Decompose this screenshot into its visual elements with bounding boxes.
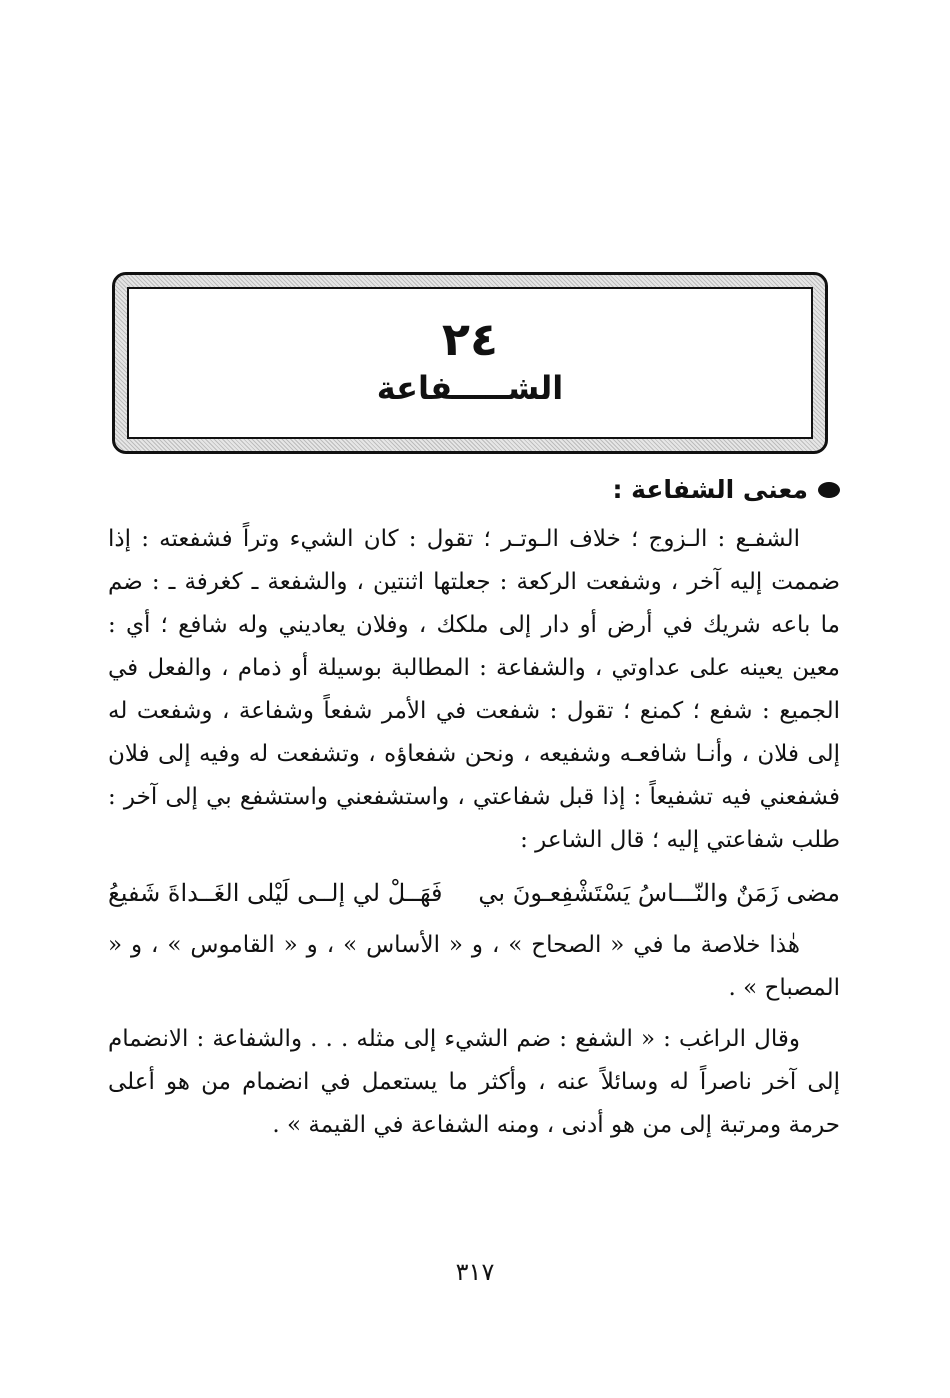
paragraph-raghib: وقال الراغب : « الشفع : ضم الشيء إلى مثله . . . والشفاعة : الانضمام إلى آخر ناصراً له وسائلاً عنه ، وأكثر ما يستعمل في انضمام من هو أعلى حرمة ومرتبة إلى من هو أدنى ، ومنه الشفاعة في القيمة » . [108, 1026, 840, 1138]
section-heading [108, 470, 840, 510]
page-number: ٣١٧ [455, 1258, 495, 1286]
chapter-header-box [112, 272, 828, 454]
bullet-icon [818, 482, 840, 498]
chapter-header-inner [127, 287, 813, 439]
verse-second-hemistich: فَهَــلْ لي إلــى لَيْلى الغَــداةَ شَفيعُ [108, 879, 443, 907]
paragraph-definition: الشفـع : الـزوج ؛ خلاف الـوتـر ؛ تقول : كان الشيء وتراً فشفعته : إذا ضممت إليه آخر ، وشفعت الركعة : جعلتها اثنتين ، والشفعة ـ كغرفة ـ : ضم ما باعه شريك في أرض أو دار إلى ملكك ، وفلان يعاديني وله شافع ؛ أي : معين يعينه على عداوتي ، والشفاعة : المطالبة بوسيلة أو ذمام ، والفعل في الجميع : شفع ؛ كمنع ؛ تقول : شفعت في الأمر شفعاً وشفاعة ، وشفعت له إلى فلان ، وأنـا شافعـه وشفيعه ، ونحن شفعاؤه ، وتشفعت له وفيه إلى فلان فشفعني فيه تشفيعاً : إذا قبل شفاعتي ، واستشفعني واستشفع بي إلى آخر : طلب شفاعتي إليه ؛ قال الشاعر : [108, 526, 840, 853]
chapter-title: الشـــــفاعة [376, 368, 564, 407]
paragraph-sources: هٰذا خلاصة ما في « الصحاح » ، و « الأساس » ، و « القاموس » ، و « المصباح » . [108, 932, 840, 1001]
poetry-verse [108, 868, 840, 918]
chapter-number: ٢٤ [441, 311, 499, 366]
section-heading-text: معنى الشفاعة : [612, 475, 808, 504]
page-content [108, 470, 840, 1147]
verse-first-hemistich: مضى زَمَنٌ والنّـــاسُ يَسْتَشْفِعـونَ بي [478, 879, 840, 907]
